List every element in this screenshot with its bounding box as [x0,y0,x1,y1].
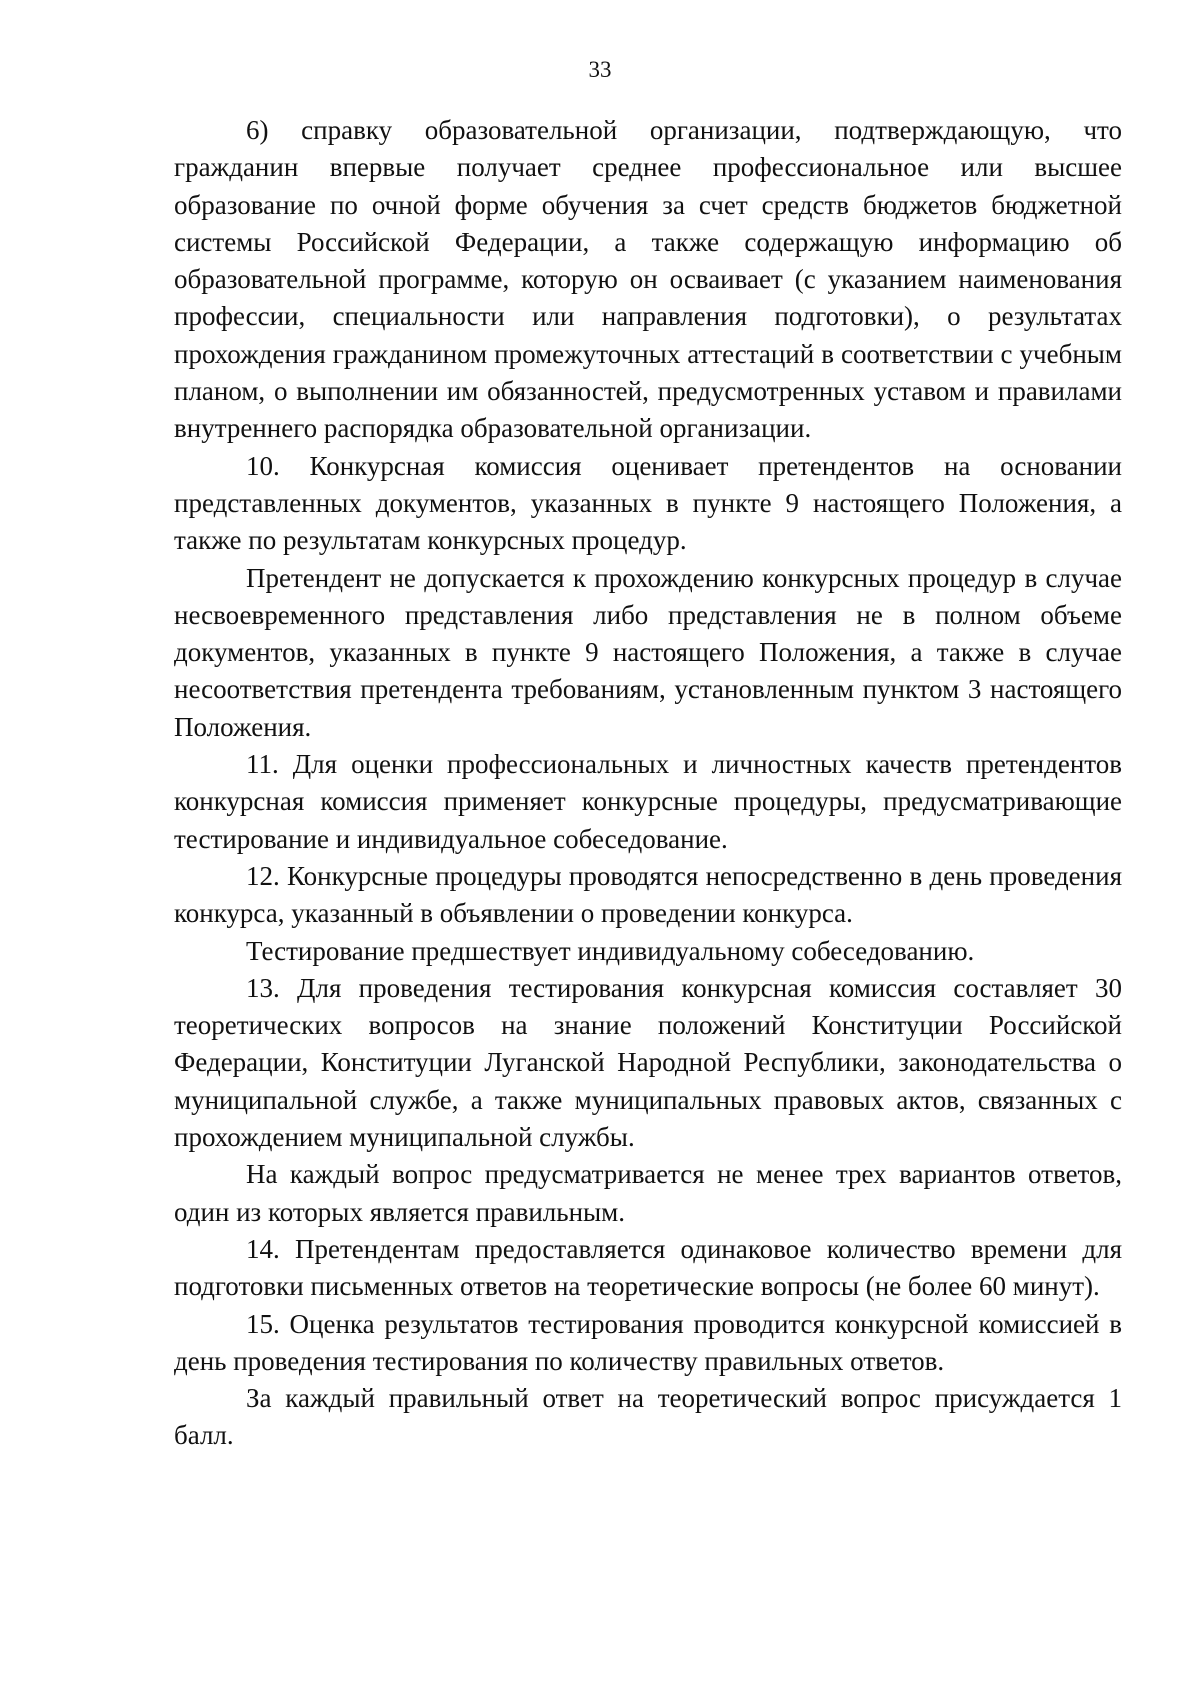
paragraph-testing-order: Тестирование предшествует индивидуальному собеседованию. [246,935,975,966]
paragraph-scoring: За каждый правильный ответ на теоретический вопрос присуждается 1 балл. [174,1383,1122,1451]
paragraph-section-15: 15. Оценка результатов тестирования проводится конкурсной комиссией в день проведения тестирования по количеству правильных ответов. [174,1308,1122,1376]
paragraph-section-14: 14. Претендентам предоставляется одинаковое количество времени для подготовки письменных ответов на теоретические вопросы (не более 60 минут). [174,1233,1122,1302]
paragraph-section-11: 11. Для оценки профессиональных и личностных качеств претендентов конкурсная комиссия применяет конкурсные процедуры, предусматривающие тестирование и индивидуальное собеседование. [174,749,1122,854]
document-body [174,112,1122,1455]
paragraph-section-12: 12. Конкурсные процедуры проводятся непосредственно в день проведения конкурса, указанный в объявлении о проведении конкурса. [174,860,1122,929]
paragraph-section-13: 13. Для проведения тестирования конкурсная комиссия составляет 30 теоретических вопросов на знание положений Конституции Российской Федерации, Конституции Луганской Народной Республики, законодательства о муниципальной службе, а также муниципальных правовых актов, связанных с прохождением муниципальной службы. [174,972,1122,1153]
page-number: 33 [588,57,612,82]
paragraph-answer-options: На каждый вопрос предусматривается не менее трех вариантов ответов, один из которых является правильным. [174,1159,1122,1227]
paragraph-item-6: 6) справку образовательной организации, подтверждающую, что гражданин впервые получает среднее профессиональное или высшее образование по очной форме обучения за счет средств бюджетов бюджетной системы Российской Федерации, а также содержащую информацию об образовательной программе, которую он осваивает (с указанием наименования профессии, специальности или направления подготовки), о результатах прохождения гражданином промежуточных аттестаций в соответствии с учебным планом, о выполнении им обязанностей, предусмотренных уставом и правилами внутреннего распорядка образовательной организации. [174,115,1122,444]
paragraph-section-10: 10. Конкурсная комиссия оценивает претендентов на основании представленных документов, указанных в пункте 9 настоящего Положения, а также по результатам конкурсных процедур. [174,450,1122,556]
paragraph-admission-rule: Претендент не допускается к прохождению конкурсных процедур в случае несвоевременного представления либо представления не в полном объеме документов, указанных в пункте 9 настоящего Положения, а также в случае несоответствия претендента требованиям, установленным пунктом 3 настоящего Положения. [174,562,1122,742]
